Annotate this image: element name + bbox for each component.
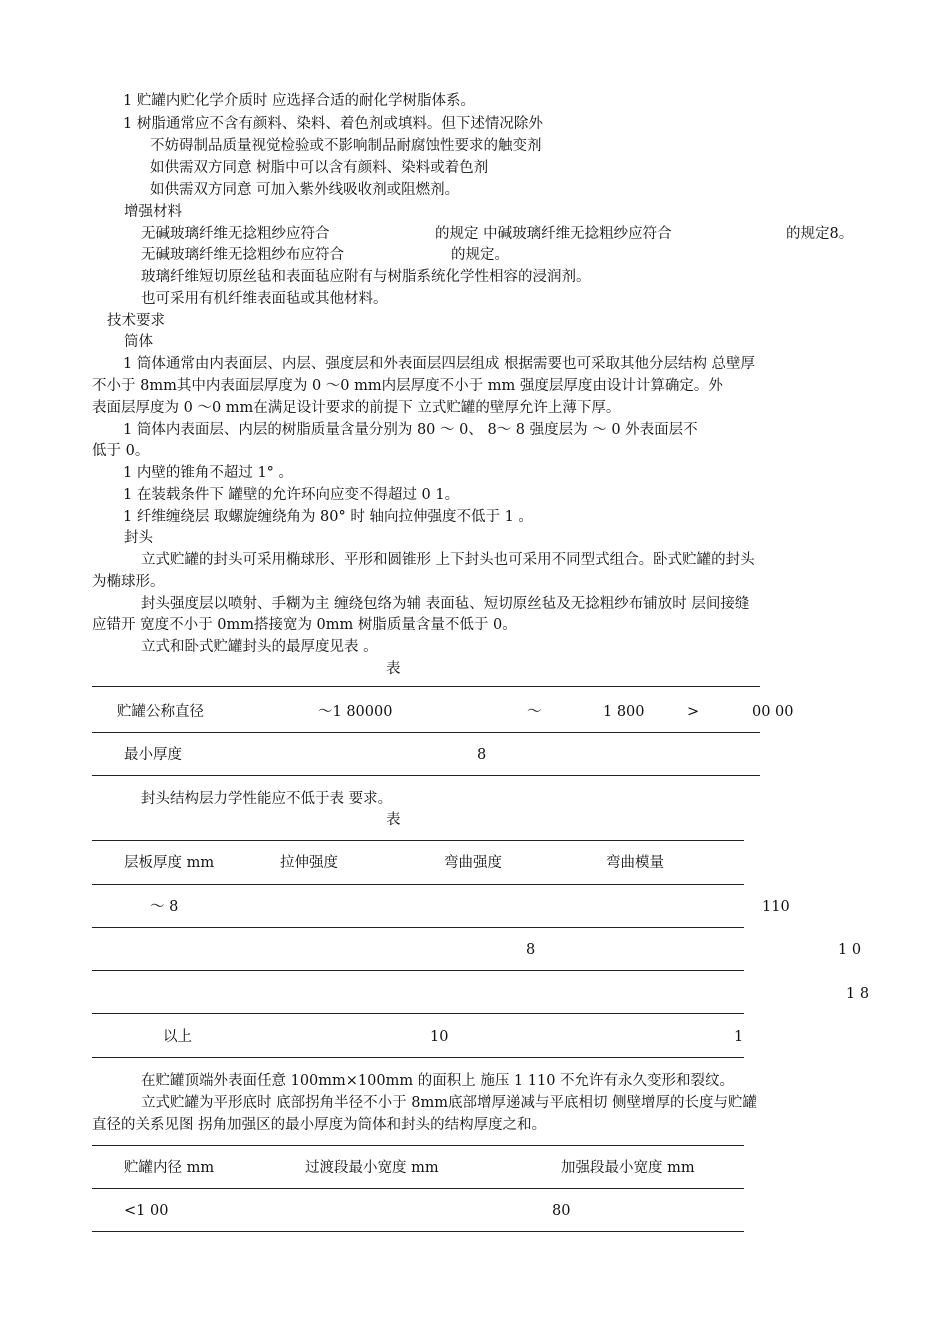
table-cell: 110 xyxy=(762,899,790,915)
table-cell: 8 xyxy=(526,942,536,958)
text-line: 无碱玻璃纤维无捻粗纱布应符合 xyxy=(141,247,344,263)
table-header-cell: 过渡段最小宽度 mm xyxy=(305,1160,439,1176)
table-rule xyxy=(92,1057,744,1058)
table-cell: <1 00 xyxy=(124,1203,169,1219)
text-line: 1 在装载条件下 罐壁的允许环向应变不得超过 0 1。 xyxy=(123,487,460,503)
table-header-cell: 弯曲模量 xyxy=(606,855,664,871)
table-rule xyxy=(92,927,744,928)
text-line: 立式贮罐的封头可采用椭球形、平形和圆锥形 上下封头也可采用不同型式组合。卧式贮罐的封头 xyxy=(141,552,755,568)
table-cell: 以上 xyxy=(163,1029,192,1045)
table-cell: 1 0 xyxy=(838,942,862,958)
text-line: 立式和卧式贮罐封头的最厚度见表 。 xyxy=(141,639,378,655)
text-line: 1 贮罐内贮化学介质时 应选择合适的耐化学树脂体系。 xyxy=(123,93,475,109)
text-line: 为椭球形。 xyxy=(92,574,165,590)
table-rule xyxy=(92,1145,744,1146)
text-line: 的规定8。 xyxy=(786,226,854,242)
text-line: 的规定。 xyxy=(451,247,509,263)
table-header-cell: 拉伸强度 xyxy=(280,855,338,871)
text-line: 立式贮罐为平形底时 底部拐角半径不小于 8mm底部增厚递减与平底相切 侧壁增厚的长度与贮罐 xyxy=(141,1095,758,1111)
text-line: 如供需双方同意 树脂中可以含有颜料、染料或着色剂 xyxy=(150,160,489,176)
text-line: 1 筒体内表面层、内层的树脂质量含量分别为 80 ～ 0、 8～ 8 强度层为 ～ 0 外表面层不 xyxy=(123,422,698,438)
table-header-cell: > xyxy=(687,704,700,720)
table-header-cell: 弯曲强度 xyxy=(444,855,502,871)
text-line: 应错开 宽度不小于 0mm搭接宽为 0mm 树脂质量含量不低于 0。 xyxy=(92,617,517,633)
text-line: 玻璃纤维短切原丝毡和表面毡应附有与树脂系统化学性相容的浸润剂。 xyxy=(141,269,591,285)
table-header-cell: 加强段最小宽度 mm xyxy=(561,1160,695,1176)
text-line: 1 纤维缠绕层 取螺旋缠绕角为 80° 时 轴向拉伸强度不低于 1 。 xyxy=(123,509,533,525)
table-header-cell: 贮罐公称直径 xyxy=(117,704,204,720)
text-line: 低于 0。 xyxy=(92,443,150,459)
text-line: 1 树脂通常应不含有颜料、染料、着色剂或填料。但下述情况除外 xyxy=(123,116,543,132)
text-line: 不小于 8mm其中内表面层厚度为 0 ～0 mm内层厚度不小于 mm 强度层厚度由设计计算确定。外 xyxy=(92,378,723,394)
table-header-cell: 层板厚度 mm xyxy=(124,855,215,871)
text-line: 1 内壁的锥角不超过 1° 。 xyxy=(123,465,294,481)
text-line: 的规定 中碱玻璃纤维无捻粗纱应符合 xyxy=(435,226,672,242)
table-rule xyxy=(92,775,760,776)
table-cell: ～ 8 xyxy=(150,899,179,915)
table-caption: 表 xyxy=(386,812,401,828)
section-heading: 封头 xyxy=(124,530,153,546)
table-caption: 表 xyxy=(386,661,401,677)
section-heading: 增强材料 xyxy=(124,204,182,220)
text-line: 在贮罐顶端外表面任意 100mm×100mm 的面积上 施压 1 110 不允许有永久变形和裂纹。 xyxy=(141,1073,735,1089)
text-line: 不妨碍制品质量视觉检验或不影响制品耐腐蚀性要求的触变剂 xyxy=(150,138,542,154)
table-rule xyxy=(92,1188,744,1189)
table-rule xyxy=(92,970,744,971)
table-cell: 1 8 xyxy=(846,986,870,1002)
table-rule xyxy=(92,732,760,733)
table-cell: 8 xyxy=(477,747,487,763)
table-cell: 1 xyxy=(734,1029,744,1045)
text-line: 无碱玻璃纤维无捻粗纱应符合 xyxy=(141,226,330,242)
table-rule xyxy=(92,884,744,885)
table-rule xyxy=(92,840,744,841)
text-line: 直径的关系见图 拐角加强区的最小厚度为筒体和封头的结构厚度之和。 xyxy=(92,1117,547,1133)
table-header-cell: 00 00 xyxy=(752,704,794,720)
section-heading: 筒体 xyxy=(124,334,153,350)
table-rule xyxy=(92,686,760,687)
text-line: 1 筒体通常由内表面层、内层、强度层和外表面层四层组成 根据需要也可采取其他分层结构 总壁厚 xyxy=(123,356,756,372)
table-cell: 最小厚度 xyxy=(124,747,182,763)
text-line: 如供需双方同意 可加入紫外线吸收剂或阻燃剂。 xyxy=(150,182,460,198)
text-line: 封头结构层力学性能应不低于表 要求。 xyxy=(141,791,393,807)
table-cell: 10 xyxy=(430,1029,449,1045)
text-line: 表面层厚度为 0 ～0 mm在满足设计要求的前提下 立式贮罐的壁厚允许上薄下厚。 xyxy=(92,400,621,416)
table-header-cell: ～ xyxy=(527,704,542,720)
table-rule xyxy=(92,1013,744,1014)
text-line: 也可采用有机纤维表面毡或其他材料。 xyxy=(141,291,388,307)
section-heading: 技术要求 xyxy=(107,313,165,329)
table-header-cell: 1 800 xyxy=(603,704,645,720)
table-header-cell: ～1 80000 xyxy=(318,704,393,720)
text-line: 封头强度层以喷射、手糊为主 缠绕包络为辅 表面毡、短切原丝毡及无捻粗纱布铺放时 层间接缝 xyxy=(141,596,750,612)
table-header-cell: 贮罐内径 mm xyxy=(124,1160,215,1176)
table-cell: 80 xyxy=(552,1203,571,1219)
table-rule xyxy=(92,1231,744,1232)
